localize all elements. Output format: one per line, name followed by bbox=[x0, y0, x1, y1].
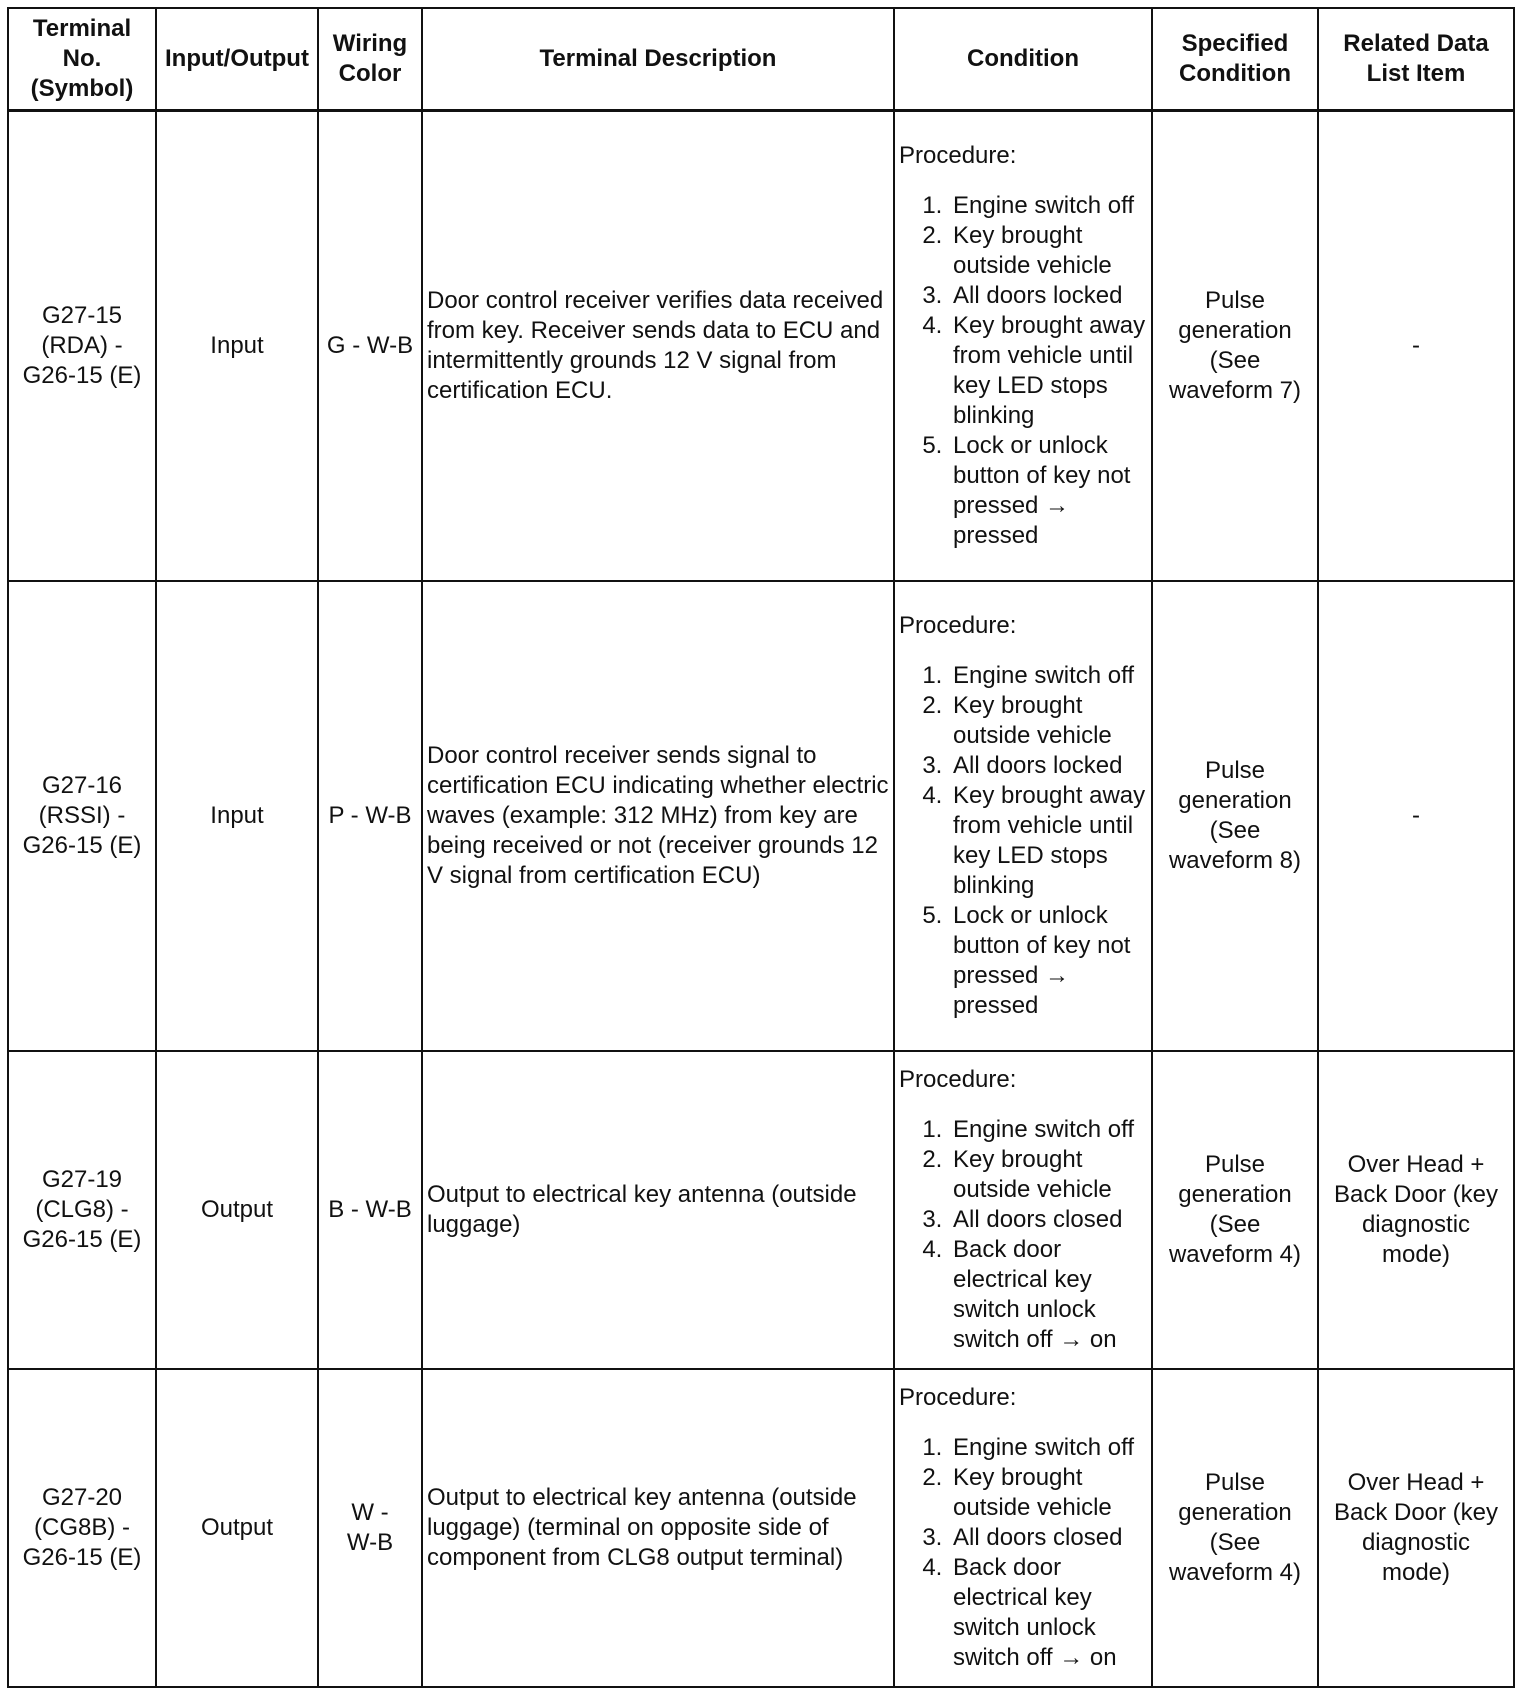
procedure-label: Procedure: bbox=[899, 1065, 1017, 1093]
specified-line: generation bbox=[1178, 786, 1292, 814]
related-line: Back Door (key bbox=[1333, 1498, 1499, 1526]
terminal-number: G27-20 bbox=[41, 1483, 123, 1511]
header-terminal-line1: Terminal bbox=[32, 15, 132, 42]
related-line: - bbox=[1412, 801, 1420, 829]
specified-line: waveform 8) bbox=[1168, 846, 1302, 874]
procedure-step: 4. Back door electrical key switch unlock switch off → on bbox=[949, 1235, 1147, 1355]
procedure-step: 2. Key brought outside vehicle bbox=[949, 1463, 1147, 1523]
procedure-step: 5. Lock or unlock button of key not pressed → pressed bbox=[949, 901, 1147, 1021]
specified-line: Pulse bbox=[1204, 756, 1266, 784]
terminal-number: G27-16 bbox=[41, 771, 123, 799]
terminal-ground: G26-15 (E) bbox=[22, 361, 142, 389]
procedure-step: 1. Engine switch off bbox=[949, 1433, 1147, 1463]
header-terminal-line3: (Symbol) bbox=[30, 75, 134, 102]
specified-line: (See bbox=[1209, 1528, 1261, 1556]
related-line: mode) bbox=[1381, 1558, 1451, 1586]
specified-cell bbox=[1152, 1369, 1318, 1687]
header-description-label: Terminal Description bbox=[539, 45, 777, 72]
related-line: Over Head + bbox=[1347, 1150, 1485, 1178]
specified-line: generation bbox=[1178, 316, 1292, 344]
io-cell: Output bbox=[156, 1369, 318, 1687]
condition-cell bbox=[894, 581, 1152, 1051]
header-specified bbox=[1152, 8, 1318, 111]
description-cell: Door control receiver sends signal to certification ECU indicating whether electric waves (example: 312 MHz) from key are being received or not (receiver grounds 12 V signal from certification ECU) bbox=[422, 581, 894, 1051]
related-line: diagnostic bbox=[1361, 1210, 1471, 1238]
procedure-step: 2. Key brought outside vehicle bbox=[949, 221, 1147, 281]
procedure-step: 2. Key brought outside vehicle bbox=[949, 691, 1147, 751]
related-line: Back Door (key bbox=[1333, 1180, 1499, 1208]
specified-line: (See bbox=[1209, 346, 1261, 374]
header-wiring-line2: Color bbox=[338, 60, 402, 87]
related-line: diagnostic bbox=[1361, 1528, 1471, 1556]
table-row bbox=[8, 1369, 1514, 1687]
specified-line: waveform 7) bbox=[1168, 376, 1302, 404]
terminal-cell bbox=[8, 581, 156, 1051]
procedure-step: 4. Back door electrical key switch unlock switch off → on bbox=[949, 1553, 1147, 1673]
header-related bbox=[1318, 8, 1514, 111]
related-cell bbox=[1318, 1369, 1514, 1687]
procedure-step: 2. Key brought outside vehicle bbox=[949, 1145, 1147, 1205]
wiring-cell bbox=[318, 581, 422, 1051]
terminal-table bbox=[7, 7, 1515, 1688]
procedure-step: 3. All doors closed bbox=[949, 1205, 1147, 1235]
header-terminal-line2: No. bbox=[62, 45, 102, 72]
related-line: mode) bbox=[1381, 1240, 1451, 1268]
related-cell bbox=[1318, 1051, 1514, 1369]
terminal-number: G27-19 bbox=[41, 1165, 123, 1193]
description-cell: Output to electrical key antenna (outside luggage) (terminal on opposite side of component from CLG8 output terminal) bbox=[422, 1369, 894, 1687]
header-specified-line2: Condition bbox=[1179, 60, 1291, 87]
terminal-cell bbox=[8, 1051, 156, 1369]
wiring-cell bbox=[318, 1369, 422, 1687]
procedure-step: 4. Key brought away from vehicle until key LED stops blinking bbox=[949, 781, 1147, 901]
terminal-symbol: (CLG8) - bbox=[35, 1195, 129, 1223]
terminal-number: G27-15 bbox=[41, 301, 123, 329]
description-cell: Output to electrical key antenna (outside luggage) bbox=[422, 1051, 894, 1369]
terminal-ground: G26-15 (E) bbox=[22, 1543, 142, 1571]
header-wiring-line1: Wiring bbox=[332, 30, 408, 57]
procedure-step: 3. All doors locked bbox=[949, 281, 1147, 311]
wiring-color: G - W-B bbox=[326, 331, 414, 359]
specified-cell bbox=[1152, 111, 1318, 581]
header-related-line1: Related Data bbox=[1343, 30, 1489, 57]
table-row bbox=[8, 111, 1514, 581]
wiring-cell bbox=[318, 111, 422, 581]
procedure-step: 4. Key brought away from vehicle until key LED stops blinking bbox=[949, 311, 1147, 431]
specified-line: generation bbox=[1178, 1180, 1292, 1208]
io-cell: Input bbox=[156, 581, 318, 1051]
related-cell bbox=[1318, 111, 1514, 581]
procedure-label: Procedure: bbox=[899, 141, 1017, 169]
procedure-step: 1. Engine switch off bbox=[949, 1115, 1147, 1145]
related-cell bbox=[1318, 581, 1514, 1051]
procedure-step: 1. Engine switch off bbox=[949, 191, 1147, 221]
terminal-symbol: (RSSI) - bbox=[38, 801, 126, 829]
procedure-steps bbox=[899, 1433, 1147, 1673]
terminal-ground: G26-15 (E) bbox=[22, 1225, 142, 1253]
specified-line: Pulse bbox=[1204, 1468, 1266, 1496]
terminal-cell bbox=[8, 111, 156, 581]
wiring-color: P - W-B bbox=[328, 801, 412, 829]
wiring-color: W-B bbox=[346, 1528, 394, 1556]
table-row bbox=[8, 581, 1514, 1051]
condition-cell bbox=[894, 1051, 1152, 1369]
header-description bbox=[422, 8, 894, 111]
io-cell: Input bbox=[156, 111, 318, 581]
specified-line: Pulse bbox=[1204, 1150, 1266, 1178]
procedure-step: 3. All doors locked bbox=[949, 751, 1147, 781]
terminal-ground: G26-15 (E) bbox=[22, 831, 142, 859]
terminal-symbol: (CG8B) - bbox=[34, 1513, 130, 1541]
io-cell: Output bbox=[156, 1051, 318, 1369]
description-cell: Door control receiver verifies data received from key. Receiver sends data to ECU and intermittently grounds 12 V signal from certification ECU. bbox=[422, 111, 894, 581]
specified-line: (See bbox=[1209, 816, 1261, 844]
wiring-cell bbox=[318, 1051, 422, 1369]
wiring-color: W - bbox=[351, 1498, 389, 1526]
header-specified-line1: Specified bbox=[1181, 30, 1289, 57]
header-io-label: Input/Output bbox=[165, 45, 309, 72]
terminal-cell bbox=[8, 1369, 156, 1687]
condition-cell bbox=[894, 1369, 1152, 1687]
specified-line: waveform 4) bbox=[1168, 1558, 1302, 1586]
specified-line: Pulse bbox=[1204, 286, 1266, 314]
specified-line: waveform 4) bbox=[1168, 1240, 1302, 1268]
header-row bbox=[8, 8, 1514, 111]
header-io bbox=[156, 8, 318, 111]
header-wiring bbox=[318, 8, 422, 111]
terminal-symbol: (RDA) - bbox=[41, 331, 123, 359]
procedure-step: 5. Lock or unlock button of key not pressed → pressed bbox=[949, 431, 1147, 551]
procedure-label: Procedure: bbox=[899, 611, 1017, 639]
procedure-step: 3. All doors closed bbox=[949, 1523, 1147, 1553]
procedure-steps bbox=[899, 1115, 1147, 1355]
wiring-color: B - W-B bbox=[328, 1195, 412, 1223]
header-terminal bbox=[8, 8, 156, 111]
procedure-label: Procedure: bbox=[899, 1383, 1017, 1411]
table-row bbox=[8, 1051, 1514, 1369]
header-condition bbox=[894, 8, 1152, 111]
procedure-steps bbox=[899, 661, 1147, 1021]
header-related-line2: List Item bbox=[1366, 60, 1466, 87]
condition-cell bbox=[894, 111, 1152, 581]
specified-cell bbox=[1152, 581, 1318, 1051]
header-condition-label: Condition bbox=[967, 45, 1079, 72]
related-line: Over Head + bbox=[1347, 1468, 1485, 1496]
specified-line: (See bbox=[1209, 1210, 1261, 1238]
procedure-steps bbox=[899, 191, 1147, 551]
specified-line: generation bbox=[1178, 1498, 1292, 1526]
specified-cell bbox=[1152, 1051, 1318, 1369]
procedure-step: 1. Engine switch off bbox=[949, 661, 1147, 691]
related-line: - bbox=[1412, 331, 1420, 359]
